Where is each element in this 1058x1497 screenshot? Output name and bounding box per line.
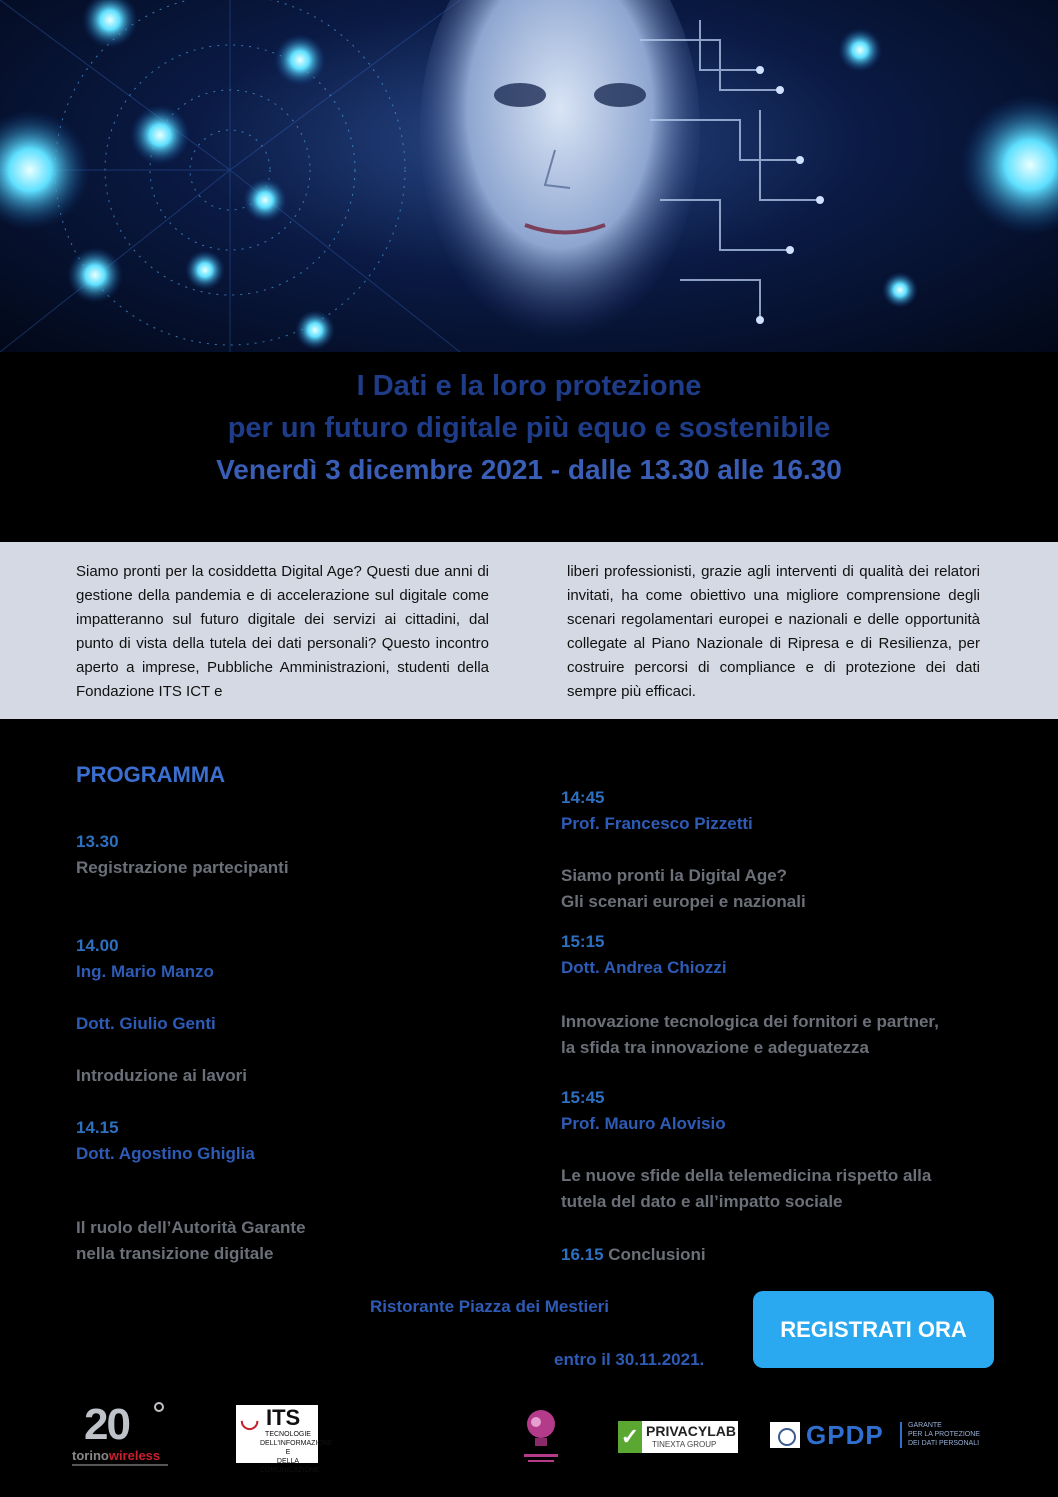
logo-torino-word2: wireless xyxy=(108,1448,161,1463)
desc-1415-line1: Il ruolo dell’Autorità Garante xyxy=(76,1218,306,1237)
desc-1545-line2: tutela del dato e all’impatto sociale xyxy=(561,1192,843,1211)
time-1615: 16.15 xyxy=(561,1245,604,1264)
logo-gpdp-sub3: DEI DATI PERSONALI xyxy=(908,1440,980,1447)
venue-link[interactable]: Ristorante Piazza dei Mestieri xyxy=(370,1297,610,1316)
title-block xyxy=(0,352,1058,542)
time-1545: 15:45 xyxy=(561,1088,605,1107)
intro-column-2: liberi professionisti, grazie agli interventi di qualità dei relatori invitati, ha come obiettivo una migliore comprensione degli scenari regolamentari europei e nazionali e delle opportunità collegate al Piano Nazionale di Ripresa e di Resilienza, per costruire percorsi di compliance e di protezione dei dati sempre più efficaci. xyxy=(567,563,980,700)
hero-image xyxy=(0,0,1058,352)
logo-gpdp-main: GPDP xyxy=(806,1420,884,1450)
registration-deadline: entro il 30.11.2021. xyxy=(554,1350,705,1369)
emblem-ring xyxy=(778,1428,796,1446)
logo-privacylab-sub: TINEXTA GROUP xyxy=(652,1440,717,1449)
time-1515: 15:15 xyxy=(561,932,605,951)
time-1400: 14.00 xyxy=(76,936,119,955)
desc-1445-line1: Siamo pronti la Digital Age? xyxy=(561,866,788,885)
desc-1515-line2: la sfida tra innovazione e adeguatezza xyxy=(561,1038,869,1057)
intro-column-1: Siamo pronti per la cosiddetta Digital Age? Questi due anni di gestione della pandemia e di accelerazione sul digitale come impatteranno sul futuro digitale dei servizi ai cittadini, dal punto di vista della tutela dei dati personali? Questo incontro aperto a imprese, Pubbliche Amministrazioni, studenti della Fondazione ITS ICT e xyxy=(76,563,489,700)
event-date: Venerdì 3 dicembre 2021 - dalle 13.30 alle 16.30 xyxy=(216,454,842,485)
logo-gpdp-divider xyxy=(900,1422,902,1448)
torino-wireless-logo xyxy=(72,1400,172,1470)
degree-icon xyxy=(154,1402,164,1412)
desc-1445-line2: Gli scenari europei e nazionali xyxy=(561,892,806,911)
logo-torino-main: 20 xyxy=(84,1400,129,1449)
logo-its-sub1: TECNOLOGIE xyxy=(265,1431,311,1438)
item-1615 xyxy=(561,1242,706,1268)
logo-its-sub xyxy=(260,1430,333,1475)
desc-1615: Conclusioni xyxy=(608,1245,706,1264)
desc-1330: Registrazione partecipanti xyxy=(76,858,289,877)
desc-1515-line1: Innovazione tecnologica dei fornitori e partner, xyxy=(561,1012,939,1031)
logo-its-sub2: DELL'INFORMAZIONE E xyxy=(260,1440,333,1456)
logo-gpdp-sub xyxy=(908,1421,980,1448)
check-icon: ✓ xyxy=(618,1421,642,1453)
privacylab-logo xyxy=(618,1421,738,1453)
time-1415: 14.15 xyxy=(76,1118,119,1137)
programma-heading: PROGRAMMA xyxy=(76,762,226,787)
desc-1415-line2: nella transizione digitale xyxy=(76,1244,274,1263)
logo-torino-word1: torino xyxy=(72,1448,109,1463)
register-now-button[interactable]: REGISTRATI ORA xyxy=(753,1291,994,1368)
emblem-icon xyxy=(770,1422,800,1448)
intro-section xyxy=(0,542,1058,719)
ai-face-illustration xyxy=(0,0,1058,352)
its-ict-logo xyxy=(236,1405,333,1474)
time-1330: 13.30 xyxy=(76,832,119,851)
desc-1545-line1: Le nuove sfide della telemedicina rispetto alla xyxy=(561,1166,932,1185)
desc-1400: Introduzione ai lavori xyxy=(76,1066,247,1085)
logo-gpdp-sub2: PER LA PROTEZIONE xyxy=(908,1431,980,1438)
logo-its-main: ITS xyxy=(266,1405,301,1430)
speaker-manzo: Ing. Mario Manzo xyxy=(76,962,214,981)
event-title-line1: I Dati e la loro protezione xyxy=(356,370,702,402)
speaker-pizzetti: Prof. Francesco Pizzetti xyxy=(561,814,753,833)
lightbulb-logo xyxy=(522,1406,560,1466)
speaker-alovisio: Prof. Mauro Alovisio xyxy=(561,1114,726,1133)
time-1445: 14:45 xyxy=(561,788,605,807)
logo-its-sub3: DELLA COMUNICAZIONE xyxy=(260,1458,320,1474)
logo-its-mark: ◡ xyxy=(240,1407,260,1432)
speaker-ghiglia: Dott. Agostino Ghiglia xyxy=(76,1144,255,1163)
logo-torino-underline xyxy=(72,1464,168,1466)
event-title-line2: per un futuro digitale più equo e sostenibile xyxy=(227,412,831,444)
speaker-genti: Dott. Giulio Genti xyxy=(76,1014,216,1033)
lightbulb-icon xyxy=(522,1406,560,1466)
logo-privacylab-main: PRIVACYLAB xyxy=(646,1423,736,1439)
gpdp-logo xyxy=(770,1420,998,1450)
speaker-chiozzi: Dott. Andrea Chiozzi xyxy=(561,958,727,977)
logo-gpdp-sub1: GARANTE xyxy=(908,1422,942,1429)
logo-torino-text xyxy=(72,1448,160,1463)
